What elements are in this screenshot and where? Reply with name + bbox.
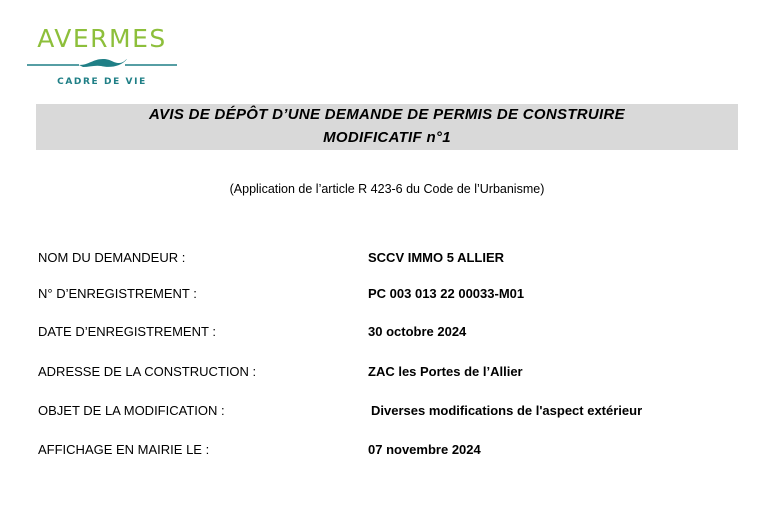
field-label: NOM DU DEMANDEUR :	[38, 250, 186, 265]
logo-tagline: CADRE DE VIE	[57, 77, 147, 87]
field-value: SCCV IMMO 5 ALLIER	[368, 250, 505, 265]
field-row-registration-date	[0, 323, 760, 341]
avermes-logo	[27, 24, 177, 94]
wave-icon	[27, 56, 177, 70]
field-label: ADRESSE DE LA CONSTRUCTION :	[38, 364, 257, 379]
field-label: AFFICHAGE EN MAIRIE LE :	[38, 442, 210, 457]
field-row-applicant	[0, 249, 760, 267]
field-row-address	[0, 363, 760, 381]
title-banner	[36, 104, 738, 150]
field-label: OBJET DE LA MODIFICATION :	[38, 403, 225, 418]
field-value: ZAC les Portes de l’Allier	[368, 364, 523, 379]
field-label: N° D’ENREGISTREMENT :	[38, 286, 197, 301]
field-value: 30 octobre 2024	[368, 324, 467, 339]
title-line-2: MODIFICATIF n°1	[323, 129, 451, 146]
title-line-1: AVIS DE DÉPÔT D’UNE DEMANDE DE PERMIS DE CONSTRUIRE	[149, 106, 625, 123]
field-row-registration-number	[0, 285, 760, 303]
field-value: PC 003 013 22 00033-M01	[368, 286, 525, 301]
field-label: DATE D’ENREGISTREMENT :	[38, 324, 216, 339]
logo-name: AVERMES	[37, 24, 167, 53]
field-value: 07 novembre 2024	[368, 442, 481, 457]
legal-reference: (Application de l’article R 423-6 du Code de l’Urbanisme)	[229, 182, 545, 196]
field-row-modification-object	[0, 402, 760, 420]
field-value: Diverses modifications de l'aspect extérieur	[371, 403, 643, 418]
field-row-posting-date	[0, 441, 760, 459]
